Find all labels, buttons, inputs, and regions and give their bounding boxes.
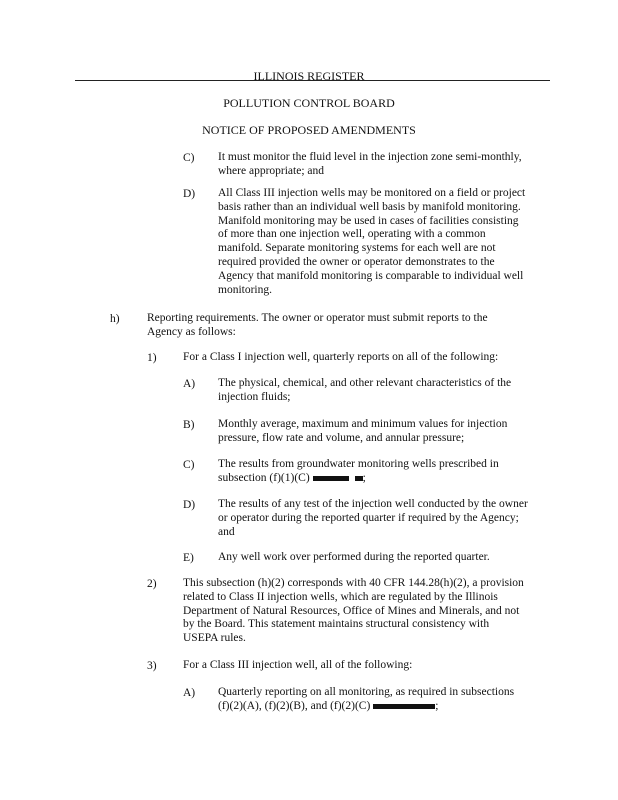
item-h-label: h) [110,313,120,325]
text-line: pressure, flow rate and volume, and annular pressure; [218,431,465,444]
text-line: The results of any test of the injection well conducted by the owner [218,498,528,510]
text-line: This subsection (h)(2) corresponds with 40 CFR 144.28(h)(2), a provision [183,577,524,589]
item-h3-label: 3) [147,660,157,672]
text-fragment: ; [362,471,366,484]
text-line: where appropriate; and [218,164,325,177]
item-h1e-text [218,551,490,565]
text-line: and [218,525,235,538]
text-line: All Class III injection wells may be monitored on a field or project [218,187,526,199]
text-line: USEPA rules. [183,632,246,645]
item-h1b-label: B) [183,419,195,431]
text-line: injection fluids; [218,390,291,403]
text-line: It must monitor the fluid level in the injection zone semi-monthly, [218,151,522,163]
text-line [218,700,514,714]
item-h1c-text [218,458,499,486]
text-line: monitoring. [218,283,272,296]
text-line: Agency that manifold monitoring is comparable to individual well [218,269,524,282]
text-line: Agency as follows: [147,325,236,338]
item-h1a-text [218,377,511,405]
text-fragment: ; [435,699,439,712]
text-line: Reporting requirements. The owner or operator must submit reports to the [147,312,488,324]
text-line [218,472,499,486]
text-line: For a Class I injection well, quarterly reports on all of the following: [183,351,499,363]
item-h3-text [183,659,412,673]
item-d-top-text [218,187,525,297]
text-line: or operator during the reported quarter if required by the Agency; [218,511,519,524]
item-h3a-text [218,686,514,714]
item-h1c-label: C) [183,459,195,471]
text-line: of more than one injection well, operating with a common [218,228,486,241]
text-line: required provided the owner or operator demonstrates to the [218,255,495,268]
item-h2-text [183,577,524,646]
register-title: ILLINOIS REGISTER [253,69,365,83]
notice-title: NOTICE OF PROPOSED AMENDMENTS [202,123,416,137]
item-h1d-text [218,498,528,539]
item-h1e-label: E) [183,552,194,564]
item-c-top-label: C) [183,152,195,164]
text-line: Monthly average, maximum and minimum values for injection [218,418,508,430]
item-h1b-text [218,418,507,446]
board-title: POLLUTION CONTROL BOARD [223,96,395,110]
text-line: Manifold monitoring may be used in cases of facilities consisting [218,214,519,227]
text-line: related to Class II injection wells, which are regulated by the Illinois [183,590,498,603]
redaction-mark [355,476,363,481]
item-c-top-text [218,151,522,179]
item-h3a-label: A) [183,687,196,699]
item-h2-label: 2) [147,578,157,590]
text-fragment: (f)(2)(A), (f)(2)(B), and (f)(2)(C) [218,699,371,712]
text-line: The physical, chemical, and other relevant characteristics of the [218,377,512,389]
text-line: manifold. Separate monitoring systems for each well are not [218,242,496,255]
text-line: The results from groundwater monitoring wells prescribed in [218,458,499,470]
item-h1-text [183,351,498,365]
item-h1d-label: D) [183,499,196,511]
text-line: basis rather than an individual well basis by manifold monitoring. [218,200,521,213]
text-line: Department of Natural Resources, Office of Mines and Minerals, and not [183,604,520,617]
text-fragment: subsection (f)(1)(C) [218,471,310,484]
item-d-top-label: D) [183,188,196,200]
text-line: Quarterly reporting on all monitoring, as required in subsections [218,686,515,698]
text-line: For a Class III injection well, all of the following: [183,659,413,671]
header-rule [75,80,550,81]
redaction-mark [313,476,349,481]
item-h-text [147,312,488,340]
text-line: by the Board. This statement maintains structural consistency with [183,618,490,631]
text-line: Any well work over performed during the reported quarter. [218,551,490,563]
redaction-mark [373,704,435,709]
item-h1a-label: A) [183,378,196,390]
item-h1-label: 1) [147,352,157,364]
